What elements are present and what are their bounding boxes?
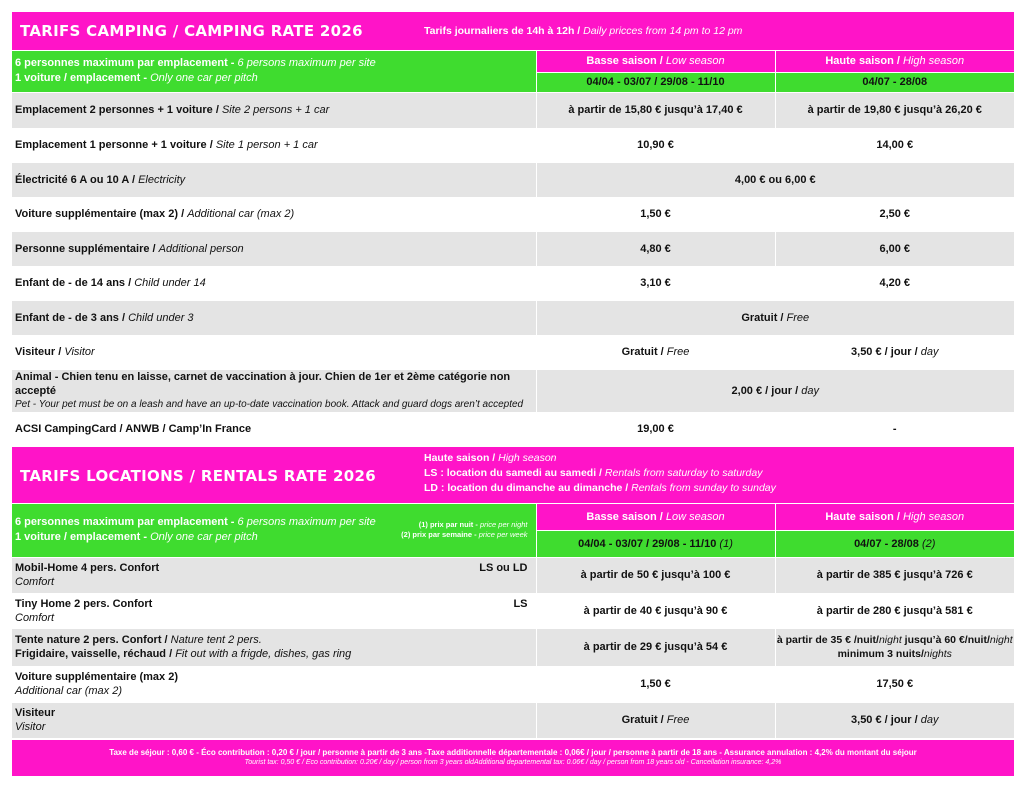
- table-row: ACSI CampingCard / ANWB / Camp’In France 19,00 € -: [12, 412, 1014, 446]
- table-row: Visiteur / Visitor Gratuit / Free 3,50 € / jour / day: [12, 335, 1014, 369]
- table-row: Voiture supplémentaire (max 2) / Additional car (max 2) 1,50 € 2,50 €: [12, 197, 1014, 231]
- camping-high-season-header: Haute saison / High season: [775, 51, 1014, 72]
- camping-low-season-header: Basse saison / Low season: [536, 51, 775, 72]
- camping-title: TARIFS CAMPING / CAMPING RATE 2026: [20, 22, 363, 40]
- rentals-header-conditions: 6 personnes maximum par emplacement - 6 persons maximum per site 1 voiture / emplacement - Only one car per pitch: [12, 504, 396, 557]
- table-row: Emplacement 1 personne + 1 voiture / Site 1 person + 1 car 10,90 € 14,00 €: [12, 128, 1014, 162]
- rentals-title-bar: [12, 447, 1014, 503]
- tax-footer: [12, 740, 1014, 776]
- table-row: LS ou LD Mobil-Home 4 pers. Confort Comfort à partir de 50 € jusqu’à 100 € à partir de 385 € jusqu’à 726 €: [12, 557, 1014, 593]
- rentals-price-notes: (1) prix par nuit - price per night (2) prix par semaine - price per week: [396, 504, 536, 557]
- rentals-season-notes: Haute saison / High season LS : location du samedi au samedi / Rentals from saturday to saturday LD : location du dimanche au dimanche / Rentals from sunday to sunday: [424, 452, 776, 494]
- tax-footer-en: Tourist tax: 0,50 € / Eco contribution: 0.20€ / day / person from 3 years oldAdditional departemental tax: 0.06€ / day / person from 18 years old - Cancellation insurance: 4,2%: [244, 759, 782, 766]
- table-row: Visiteur Visitor Gratuit / Free 3,50 € / jour / day: [12, 702, 1014, 738]
- table-row: Personne supplémentaire / Additional person 4,80 € 6,00 €: [12, 231, 1014, 266]
- table-row: Enfant de - de 14 ans / Child under 14 3,10 € 4,20 €: [12, 266, 1014, 300]
- camping-title-bar: [12, 12, 1014, 50]
- table-row: Animal - Chien tenu en laisse, carnet de vaccination à jour. Chien de 1er et 2ème catégorie non accepté Pet - Your pet must be on a leash and have an up-to-date vaccination book. Attack and guard dogs aren’t accepted 2,00 € / jour / day: [12, 369, 1014, 412]
- rentals-low-season-header: Basse saison / Low season: [536, 504, 775, 530]
- table-row: Enfant de - de 3 ans / Child under 3 Gratuit / Free: [12, 300, 1014, 335]
- rentals-title: TARIFS LOCATIONS / RENTALS RATE 2026: [20, 467, 377, 485]
- camping-rates-table: [12, 51, 1014, 447]
- table-row: Tente nature 2 pers. Confort / Nature tent 2 pers. Frigidaire, vaisselle, réchaud / Fit out with a frigde, dishes, gas ring à partir de 29 € jusqu’à 54 € à partir de 35 € /nuit/night jusqu’à 60 €/nuit/night minimum 3 nuits/nights: [12, 628, 1014, 666]
- rentals-low-season-dates: 04/04 - 03/07 / 29/08 - 11/10 (1): [536, 530, 775, 557]
- camping-daily-note: Tarifs journaliers de 14h à 12h / Daily pricces from 14 pm to 12 pm: [424, 25, 743, 37]
- rentals-high-season-header: Haute saison / High season: [775, 504, 1014, 530]
- table-row: Voiture supplémentaire (max 2) Additional car (max 2) 1,50 € 17,50 €: [12, 666, 1014, 702]
- camping-low-season-dates: 04/04 - 03/07 / 29/08 - 11/10: [536, 72, 775, 92]
- camping-high-season-dates: 04/07 - 28/08: [775, 72, 1014, 92]
- tax-footer-fr: Taxe de séjour : 0,60 € - Éco contribution : 0,20 € / jour / personne à partir de 3 ans -Taxe additionnelle départementale : 0,06€ / jour / personne à partir de 18 ans - Assurance annulation : 4,2% du montant du séjour: [109, 748, 917, 757]
- table-row: Emplacement 2 personnes + 1 voiture / Site 2 persons + 1 car à partir de 15,80 € jusqu’à 17,40 € à partir de 19,80 € jusqu’à 26,20 €: [12, 92, 1014, 128]
- rentals-high-season-dates: 04/07 - 28/08 (2): [775, 530, 1014, 557]
- camping-header-conditions: 6 personnes maximum par emplacement - 6 persons maximum per site 1 voiture / emplacement - Only one car per pitch: [12, 51, 536, 92]
- table-row: LS Tiny Home 2 pers. Confort Comfort à partir de 40 € jusqu’à 90 € à partir de 280 € jusqu’à 581 €: [12, 593, 1014, 628]
- rentals-rates-table: [12, 504, 1014, 739]
- table-row: Électricité 6 A ou 10 A / Electricity 4,00 € ou 6,00 €: [12, 162, 1014, 197]
